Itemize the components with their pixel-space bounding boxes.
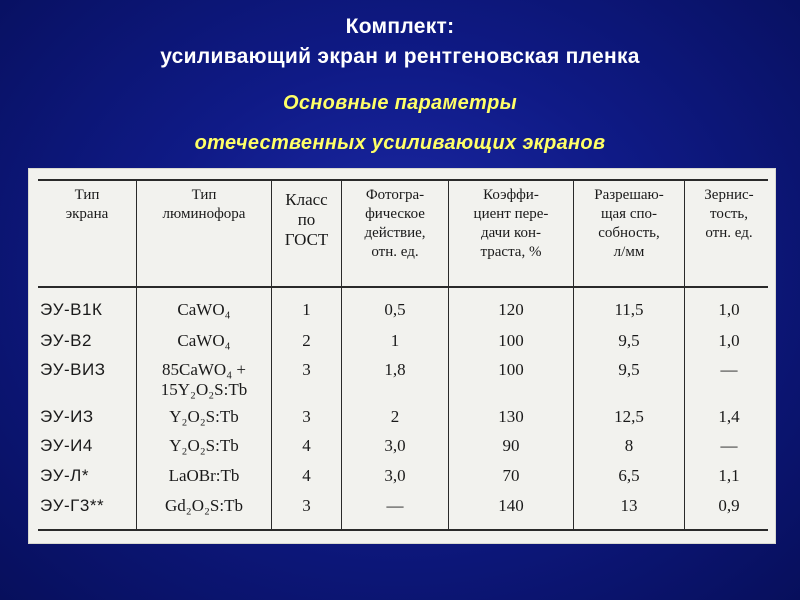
table-cell-screen-type: ЭУ-И4 bbox=[40, 436, 93, 455]
table-cell-resolution: 8 bbox=[624, 436, 634, 455]
table-cell-phosphor: Y₂O₂S:Tb bbox=[169, 436, 239, 455]
table-cell-contrast-transfer: 130 bbox=[498, 407, 524, 426]
table-cell-graininess: 1,0 bbox=[718, 300, 740, 319]
table-cell-gost-class: 3 bbox=[302, 496, 311, 515]
table-cell-screen-type: ЭУ-В2 bbox=[40, 331, 92, 350]
table-cell-photographic-action: 1 bbox=[390, 331, 400, 350]
table-bottom-rule bbox=[38, 529, 768, 531]
table-cell-graininess: 0,9 bbox=[718, 496, 740, 515]
column-divider bbox=[271, 180, 272, 529]
table-cell-phosphor: CaWO₄ bbox=[177, 331, 231, 350]
table-cell-gost-class: 3 bbox=[302, 407, 311, 426]
table-cell-gost-class: 4 bbox=[302, 466, 311, 485]
table-cell-resolution: 12,5 bbox=[614, 407, 644, 426]
column-header-resolution: Разрешаю- щая спо- собность, л/мм bbox=[594, 187, 664, 260]
table-cell-graininess: — bbox=[720, 360, 738, 379]
table-cell-photographic-action: 2 bbox=[390, 407, 400, 426]
table-cell-resolution: 11,5 bbox=[614, 300, 644, 319]
table-cell-phosphor: LaOBr:Tb bbox=[168, 466, 240, 485]
table-cell-gost-class: 4 bbox=[302, 436, 311, 455]
column-header-phosphor-type: Тип люминофора bbox=[162, 187, 246, 222]
table-cell-screen-type: ЭУ-В1К bbox=[40, 300, 103, 319]
table-cell-phosphor: CaWO₄ bbox=[177, 300, 231, 319]
table-cell-screen-type: ЭУ-ИЗ bbox=[40, 407, 94, 426]
table-cell-graininess: 1,1 bbox=[718, 466, 740, 485]
table-header-rule bbox=[38, 286, 768, 288]
table-cell-photographic-action: — bbox=[386, 496, 404, 515]
slide-title-line2: усиливающий экран и рентгеновская пленка bbox=[160, 45, 640, 68]
table-cell-graininess: — bbox=[720, 436, 738, 455]
table-cell-photographic-action: 0,5 bbox=[384, 300, 406, 319]
column-divider bbox=[684, 180, 685, 529]
column-divider bbox=[573, 180, 574, 529]
slide-subtitle-line2: отечественных усиливающих экранов bbox=[194, 132, 606, 154]
parameters-table bbox=[28, 168, 776, 544]
table-cell-screen-type: ЭУ-Г3** bbox=[40, 496, 105, 515]
table-cell-gost-class: 3 bbox=[302, 360, 311, 379]
table-cell-phosphor: 85CaWO₄ + 15Y₂O₂S:Tb bbox=[160, 360, 248, 399]
slide-subtitle-line1: Основные параметры bbox=[283, 92, 517, 114]
column-divider bbox=[448, 180, 449, 529]
column-header-screen-type: Тип экрана bbox=[65, 187, 109, 222]
table-cell-photographic-action: 1,8 bbox=[384, 360, 406, 379]
column-header-graininess: Зернис- тость, отн. ед. bbox=[704, 187, 754, 241]
table-cell-phosphor: Y₂O₂S:Tb bbox=[169, 407, 239, 426]
column-divider bbox=[136, 180, 137, 529]
slide-title-line1: Комплект: bbox=[345, 15, 455, 38]
table-cell-screen-type: ЭУ-Л* bbox=[40, 466, 89, 485]
table-cell-gost-class: 2 bbox=[302, 331, 311, 350]
column-divider bbox=[341, 180, 342, 529]
table-cell-contrast-transfer: 120 bbox=[498, 300, 524, 319]
table-cell-resolution: 9,5 bbox=[618, 331, 640, 350]
table-cell-contrast-transfer: 90 bbox=[502, 436, 520, 455]
table-cell-resolution: 9,5 bbox=[618, 360, 640, 379]
column-header-photographic-action: Фотогра- фическое действие, отн. ед. bbox=[364, 187, 426, 260]
table-cell-contrast-transfer: 100 bbox=[498, 331, 524, 350]
table-cell-contrast-transfer: 140 bbox=[498, 496, 524, 515]
table-cell-resolution: 13 bbox=[620, 496, 638, 515]
table-cell-gost-class: 1 bbox=[302, 300, 311, 319]
table-cell-contrast-transfer: 70 bbox=[502, 466, 520, 485]
column-header-contrast-transfer: Коэффи- циент пере- дачи кон- траста, % bbox=[473, 187, 549, 260]
table-cell-photographic-action: 3,0 bbox=[384, 466, 406, 485]
table-cell-resolution: 6,5 bbox=[618, 466, 640, 485]
table-cell-photographic-action: 3,0 bbox=[384, 436, 406, 455]
parameters-table-image bbox=[28, 168, 776, 544]
table-cell-screen-type: ЭУ-ВИЗ bbox=[40, 360, 106, 379]
table-cell-contrast-transfer: 100 bbox=[498, 360, 524, 379]
table-cell-graininess: 1,0 bbox=[718, 331, 740, 350]
table-cell-phosphor: Gd₂O₂S:Tb bbox=[165, 496, 243, 515]
table-top-rule bbox=[38, 179, 768, 181]
table-cell-graininess: 1,4 bbox=[718, 407, 740, 426]
column-header-gost-class: Класс по ГОСТ bbox=[284, 190, 329, 249]
